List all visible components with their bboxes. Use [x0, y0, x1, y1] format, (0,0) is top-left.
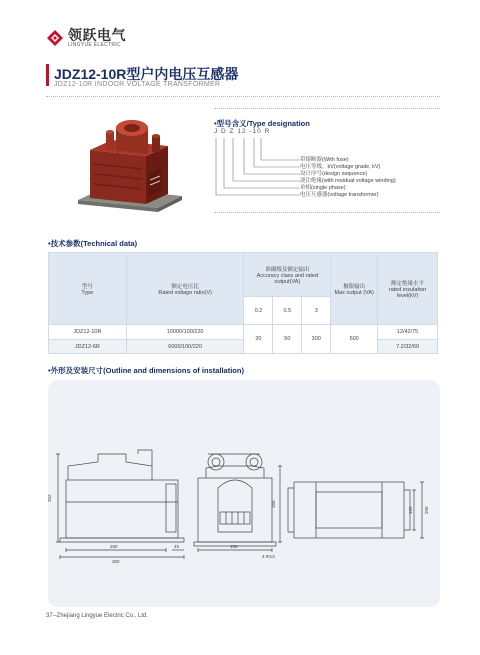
- header-accuracy-en: Accuracy class and rated output(VA): [256, 272, 319, 285]
- accuracy-class: 0.2: [244, 297, 273, 325]
- cell-output: 300: [302, 325, 331, 354]
- logo-name-en: LINGYUE ELECTRIC: [68, 42, 121, 48]
- section-divider: [214, 108, 440, 109]
- product-photo: [50, 108, 205, 218]
- header-ratio-en: Rated voltage ratio(V): [158, 289, 212, 296]
- dim-base: 150: [230, 544, 238, 549]
- header-max-en: Max output (VA): [334, 289, 374, 296]
- designation-line: 电压互感器(voltage transformer): [300, 192, 379, 198]
- model-code: J D Z 12 -10 R: [214, 128, 271, 135]
- accuracy-class: 0.5: [273, 297, 302, 325]
- cell-output: 50: [273, 325, 302, 354]
- dim-w2: 360: [112, 559, 120, 564]
- designation-line: 浇注绝缘(with residual voltage winding): [300, 178, 396, 184]
- header-insulation-cn: 额定绝缘水平: [391, 280, 425, 287]
- technical-data-heading: •技术参数(Technical data): [48, 239, 138, 248]
- cell-type: JDZ12-10R: [49, 325, 127, 340]
- title-accent-bar: [46, 64, 49, 86]
- designation-line: 电压等级，kV(voltage grade, kV): [300, 164, 381, 170]
- dim-right-h1: 180: [408, 506, 413, 514]
- outline-drawing-panel: [48, 380, 440, 607]
- header-type-cn: 型号: [81, 283, 93, 290]
- dim-w1: 280: [110, 544, 118, 549]
- cell-insulation: 12/42/75: [378, 325, 438, 340]
- designation-line: 单相(single phase): [300, 185, 346, 191]
- logo-name-cn: 领跃电气: [68, 27, 126, 43]
- header-insulation-en: rated insulation level(kV): [388, 286, 427, 299]
- header-ratio-cn: 额定电压比: [171, 283, 199, 290]
- outline-heading: •外形及安装尺寸(Outline and dimensions of installation): [48, 366, 244, 375]
- dim-right-h2: 200: [424, 506, 429, 514]
- cell-output: 20: [244, 325, 273, 354]
- header-accuracy: [244, 253, 331, 297]
- header-insulation: [378, 253, 438, 325]
- header-type: [49, 253, 127, 325]
- page-footer: 37--Zhejiang Lingyue Electric Co., Ltd.: [46, 613, 149, 619]
- designation-line: 带熔断器(With fuse): [300, 157, 349, 163]
- dim-hole: 4-Φ13: [262, 554, 275, 559]
- designation-leader-lines: [214, 136, 304, 206]
- cell-ratio: 10000/100/220: [126, 325, 244, 340]
- header-ratio: [126, 253, 244, 325]
- accuracy-class: 3: [302, 297, 331, 325]
- header-max-cn: 极限输出: [343, 283, 366, 290]
- cell-type: JDZ12-6R: [49, 340, 127, 354]
- cell-insulation: 7.2/32/60: [378, 340, 438, 354]
- cell-max-output: 500: [331, 325, 378, 354]
- designation-line: 设计序号(design sequence): [300, 171, 368, 177]
- company-logo: [46, 28, 126, 48]
- section-divider: [214, 212, 440, 213]
- cell-ratio: 6000/100/220: [126, 340, 244, 354]
- dim-w3: 45: [174, 544, 180, 549]
- page-title: JDZ12-10R型户内电压互感器: [54, 66, 239, 82]
- dim-height: 252: [47, 494, 52, 502]
- header-type-en: Type: [81, 289, 94, 296]
- header-accuracy-cn: 准确级及额定输出: [265, 266, 310, 273]
- header-max-output: [331, 253, 378, 325]
- outline-drawing: [48, 380, 440, 607]
- technical-data-table: [48, 252, 438, 354]
- type-designation-heading: •型号含义/Type designation: [214, 119, 310, 128]
- dim-side-h: 260: [271, 500, 276, 508]
- logo-mark-icon: [46, 29, 64, 47]
- page-subtitle: JDZ12-10R INDOOR VOLTAGE TRANSFORMER: [54, 81, 221, 88]
- title-divider: [46, 96, 440, 97]
